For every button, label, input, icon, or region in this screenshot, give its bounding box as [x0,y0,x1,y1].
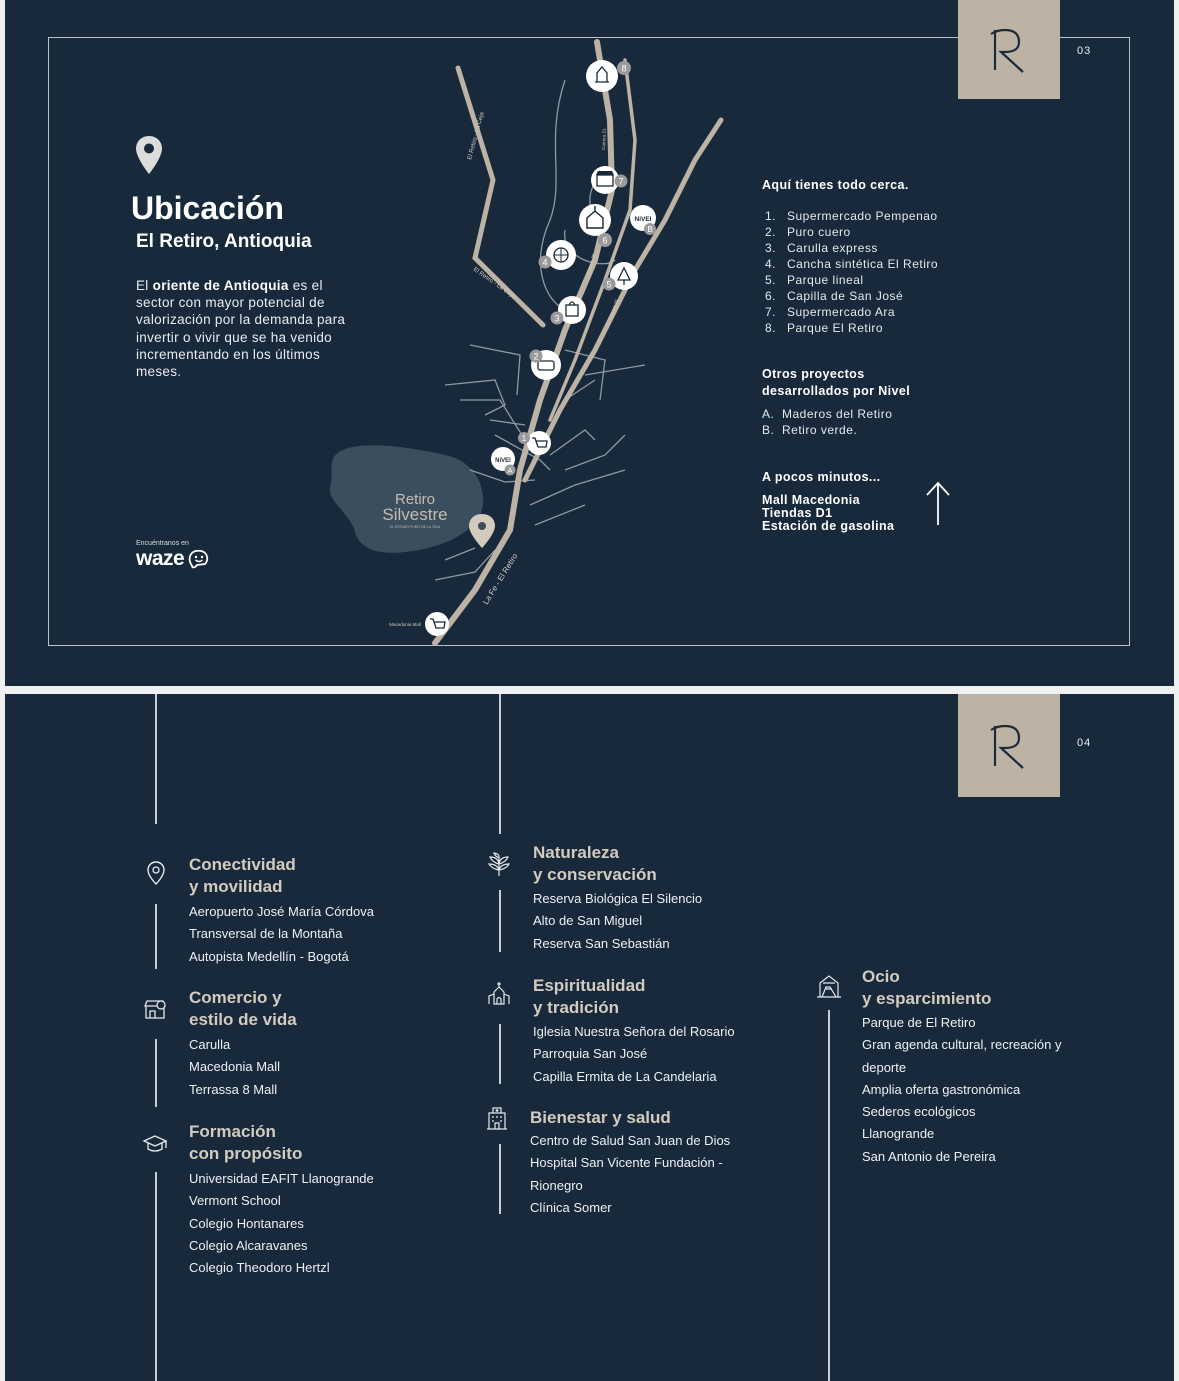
list-item: Estación de gasolina [762,519,895,533]
category-title: y conservación [533,865,657,884]
category-comercio [189,987,297,1101]
divider-line [155,694,157,824]
marker-number: 2 [533,351,539,362]
list-item: Hospital San Vicente Fundación - [530,1155,723,1171]
few-minutes-list [762,494,894,533]
waze-caption: Encuéntranos en [136,540,189,547]
arrow-up-icon [925,480,951,526]
category-naturaleza [533,842,702,955]
brand-logo [958,694,1060,797]
other-projects-list [762,406,892,438]
playground-icon [816,973,842,999]
page-entorno [5,694,1174,1381]
list-item: Universidad EAFIT Llanogrande [189,1171,374,1186]
page-number: 04 [1077,737,1092,749]
list-item: Amplia oferta gastronómica [862,1081,1021,1097]
list-item: 2. Puro cuero [765,225,851,239]
logo-r-icon [987,722,1031,770]
list-item: Vermont School [189,1193,281,1209]
list-item: Gran agenda cultural, recreación y [862,1037,1062,1053]
project-tagline: EL ESTADO PURO DE LA VIDA [389,525,441,529]
poi-carulla-express [551,296,587,325]
category-title: y movilidad [189,877,283,896]
category-title: Conectividad [189,855,296,874]
list-item: Iglesia Nuestra Señora del Rosario [533,1024,735,1039]
category-espiritualidad [533,975,735,1088]
list-item: Colegio Theodoro Hertzl [189,1260,330,1276]
list-item: Reserva Biológica El Silencio [533,891,703,906]
list-item: Centro de Salud San Juan de Dios [530,1133,731,1148]
location-description: El oriente de Antioquia es el sector con mayor potencial de valorización por la demanda para invertir o vivir que se ha venido incrementando en los últimos meses. [136,278,346,380]
category-formacion [189,1121,374,1279]
marker-number: 8 [621,63,627,74]
category-title: Espiritualidad [533,976,646,995]
marker-number: 5 [606,279,612,290]
mall-label: Macedonia Mall [389,622,421,627]
divider-line [155,904,157,969]
list-item: Rionegro [530,1177,583,1193]
road-label: Carrera 21 [601,128,607,151]
nivel-badge: NiVEl [634,216,652,223]
list-item: Aeropuerto José María Córdova [189,904,374,919]
category-title: con propósito [189,1144,303,1163]
church-icon [486,980,512,1006]
list-item: B. Retiro verde. [762,423,858,437]
page-subtitle: El Retiro, Antioquia [136,231,312,252]
road-label: El Retiro - La Ceja [467,111,486,161]
list-item: Clínica Somer [530,1199,612,1215]
poi-parque-el-retiro [586,60,631,92]
marker-number: 6 [602,235,608,246]
category-title: Comercio y [189,988,282,1007]
list-item: A. Maderos del Retiro [762,407,893,421]
category-ocio [862,966,1061,1168]
marker-number: 3 [554,313,560,324]
category-title: Naturaleza [533,843,619,862]
list-item: Parroquia San José [533,1046,648,1062]
category-title: Ocio [862,967,900,986]
nearby-heading: Aquí tienes todo cerca. [762,178,909,192]
list-item: Transversal de la Montaña [189,926,343,942]
poi-macedonia-mall [389,612,449,636]
poi-maderos-del-retiro [491,447,516,476]
marker-letter: B [647,225,653,234]
list-item: 7. Supermercado Ara [765,305,896,319]
few-minutes-heading: A pocos minutos... [762,470,881,484]
list-item: Parque de El Retiro [862,1015,976,1030]
list-item: Mall Macedonia [762,493,860,507]
category-title: y tradición [533,998,619,1017]
category-title: Bienestar y salud [530,1108,671,1127]
category-conectividad [189,854,374,968]
graduation-cap-icon [142,1131,168,1157]
category-title: estilo de vida [189,1010,297,1029]
store-icon [142,996,168,1022]
list-item: 5. Parque lineal [765,273,864,287]
location-map [5,0,1174,686]
list-item: 8. Parque El Retiro [765,321,884,335]
marker-number: 4 [542,257,548,268]
divider-line [499,694,501,834]
road-label: La Fe - El Retiro [481,551,520,607]
list-item: Colegio Alcaravanes [189,1237,308,1253]
divider-line [499,1024,501,1084]
list-item: 1. Supermercado Pempenao [765,209,938,223]
list-item: Tiendas D1 [762,506,833,520]
divider-line [499,890,501,952]
hospital-icon [484,1105,510,1131]
list-item: Llanogrande [862,1126,935,1142]
category-title: y esparcimiento [862,989,992,1008]
waze-brand: waze [136,547,185,570]
poi-cancha-sintetica [539,240,577,270]
list-item: Alto de San Miguel [533,913,643,929]
road-label: Carrera 21 [607,298,620,321]
list-item: Reserva San Sebastián [533,935,670,951]
list-item: Capilla Ermita de La Candelaria [533,1068,717,1084]
project-name-line1: Retiro [394,491,436,508]
list-item: Terrassa 8 Mall [189,1081,278,1097]
list-item: San Antonio de Pereira [862,1148,996,1164]
nearby-list [765,208,938,336]
location-pin-icon [143,860,169,886]
divider-line [155,1039,157,1107]
list-item: Sederos ecológicos [862,1104,976,1120]
marker-number: 1 [521,434,527,443]
road-label: Carrera 20 [586,253,597,276]
leaf-icon [486,852,512,878]
list-item: deporte [862,1059,907,1075]
list-item: Carulla [189,1037,231,1052]
page-number: 03 [1077,45,1092,57]
category-title: Formación [189,1122,276,1141]
divider-line [155,1172,157,1381]
list-item: 6. Capilla de San José [765,289,904,303]
list-item: Colegio Hontanares [189,1215,304,1231]
poi-puro-cuero [530,350,562,381]
other-projects-heading: Otros proyectos desarrollados por Nivel [762,367,911,398]
project-pin-icon [469,514,495,548]
divider-line [828,1010,830,1381]
page-ubicacion [5,0,1174,686]
poi-retiro-verde [630,205,656,235]
category-bienestar [530,1107,730,1219]
project-name-line2: Silvestre [382,505,448,524]
divider-line [499,1144,501,1214]
marker-letter: A [507,466,513,475]
nivel-badge: NiVEl [495,458,511,464]
poi-supermercado-ara [591,166,628,194]
list-item: 4. Cancha sintética El Retiro [765,257,939,271]
poi-capilla-san-jose [579,204,612,247]
page-title: Ubicación [131,190,284,226]
list-item: Macedonia Mall [189,1059,281,1075]
road-label: El Retiro - La Ceja [471,266,516,300]
marker-number: 7 [618,176,624,187]
list-item: Autopista Medellín - Bogotá [189,948,349,964]
list-item: 3. Carulla express [765,241,878,255]
